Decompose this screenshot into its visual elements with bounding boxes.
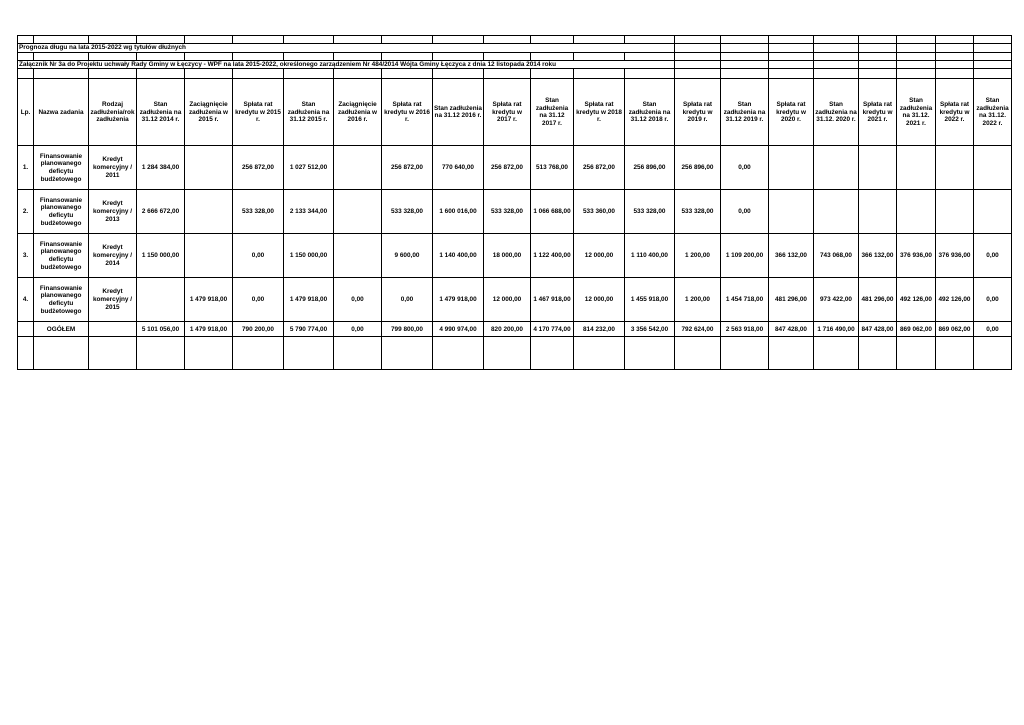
amount-cell: 533 360,00 [574, 190, 625, 234]
row-number: 4. [18, 278, 34, 322]
amount-cell [936, 146, 974, 190]
empty-cell [625, 69, 675, 79]
empty-cell [185, 36, 233, 44]
amount-cell: 492 126,00 [936, 278, 974, 322]
amount-cell [897, 146, 936, 190]
column-header: Stan zadłużenia na 31.12 2014 r. [137, 79, 185, 146]
debt-type: Kredyt komercyjny / 2011 [89, 146, 137, 190]
empty-cell [974, 69, 1012, 79]
empty-cell [769, 69, 814, 79]
empty-cell [721, 36, 769, 44]
amount-cell [814, 190, 859, 234]
amount-cell [974, 146, 1012, 190]
amount-cell [334, 146, 382, 190]
amount-cell [185, 146, 233, 190]
amount-cell: 533 328,00 [484, 190, 531, 234]
empty-cell [625, 36, 675, 44]
empty-cell [34, 36, 89, 44]
amount-cell: 533 328,00 [625, 190, 675, 234]
empty-cell [675, 52, 721, 60]
empty-cell [382, 52, 433, 60]
column-header: Stan zadłużenia na 31.12 2018 r. [625, 79, 675, 146]
amount-cell: 1 109 200,00 [721, 234, 769, 278]
amount-cell [897, 190, 936, 234]
empty-cell [334, 337, 382, 370]
empty-cell [974, 337, 1012, 370]
amount-cell [334, 190, 382, 234]
column-header: Stan zadłużenia na 31.12 2015 r. [284, 79, 334, 146]
total-cell: 1 479 918,00 [185, 322, 233, 337]
empty-cell [284, 36, 334, 44]
empty-cell [859, 337, 897, 370]
table-row [18, 190, 1012, 234]
empty-cell [574, 52, 625, 60]
empty-cell [18, 337, 34, 370]
column-header: Stan zadłużenia na 31.12. 2022 r. [974, 79, 1012, 146]
amount-cell: 2 666 672,00 [137, 190, 185, 234]
empty-cell [89, 36, 137, 44]
empty-cell [897, 60, 936, 69]
amount-cell: 743 068,00 [814, 234, 859, 278]
empty-cell [814, 69, 859, 79]
empty-cell [675, 337, 721, 370]
amount-cell [185, 234, 233, 278]
spacer-row [18, 337, 1012, 370]
amount-cell: 0,00 [233, 278, 284, 322]
amount-cell: 1 200,00 [675, 234, 721, 278]
debt-type: Kredyt komercyjny / 2015 [89, 278, 137, 322]
empty-cell [382, 36, 433, 44]
empty-cell [484, 337, 531, 370]
row-number: 3. [18, 234, 34, 278]
amount-cell: 18 000,00 [484, 234, 531, 278]
total-cell: 5 101 056,00 [137, 322, 185, 337]
empty-cell [137, 36, 185, 44]
amount-cell: 256 872,00 [382, 146, 433, 190]
amount-cell [814, 146, 859, 190]
empty-cell [284, 52, 334, 60]
total-cell: 799 800,00 [382, 322, 433, 337]
empty-cell [334, 36, 382, 44]
debt-forecast-table [17, 35, 1012, 370]
task-name: Finansowanie planowanego deficytu budżetowego [34, 278, 89, 322]
column-header: Stan zadłużenia na 31.12. 2020 r. [814, 79, 859, 146]
amount-cell: 1 479 918,00 [284, 278, 334, 322]
column-header: Spłata rat kredytu w 2018 r. [574, 79, 625, 146]
amount-cell: 1 284 384,00 [137, 146, 185, 190]
total-label: OGÓŁEM [34, 322, 89, 337]
amount-cell [334, 234, 382, 278]
amount-cell: 9 600,00 [382, 234, 433, 278]
empty-cell [18, 36, 34, 44]
empty-cell [936, 52, 974, 60]
empty-cell [769, 52, 814, 60]
amount-cell [185, 190, 233, 234]
column-header: Nazwa zadania [34, 79, 89, 146]
empty-cell [721, 337, 769, 370]
empty-cell [897, 44, 936, 53]
empty-cell [382, 69, 433, 79]
empty-cell [721, 60, 769, 69]
amount-cell: 1 600 016,00 [433, 190, 484, 234]
empty-cell [859, 44, 897, 53]
empty-cell [531, 52, 574, 60]
amount-cell [859, 146, 897, 190]
total-cell: 4 990 974,00 [433, 322, 484, 337]
spacer-row [18, 69, 1012, 79]
amount-cell: 376 936,00 [897, 234, 936, 278]
empty-cell [137, 52, 185, 60]
amount-cell: 533 328,00 [233, 190, 284, 234]
column-header: Stan zadłużenia na 31.12 2016 r. [433, 79, 484, 146]
amount-cell: 366 132,00 [859, 234, 897, 278]
empty-cell [721, 69, 769, 79]
table-row [18, 146, 1012, 190]
empty-cell [89, 69, 137, 79]
row-number: 1. [18, 146, 34, 190]
empty-cell [284, 337, 334, 370]
column-header: Lp. [18, 79, 34, 146]
empty-cell [137, 337, 185, 370]
amount-cell: 1 455 918,00 [625, 278, 675, 322]
empty-cell [769, 44, 814, 53]
empty-cell [936, 69, 974, 79]
empty-cell [675, 60, 721, 69]
amount-cell: 1 454 718,00 [721, 278, 769, 322]
total-cell: 792 624,00 [675, 322, 721, 337]
empty-cell [185, 69, 233, 79]
total-cell: 0,00 [334, 322, 382, 337]
empty-cell [897, 69, 936, 79]
amount-cell: 973 422,00 [814, 278, 859, 322]
empty-cell [936, 60, 974, 69]
empty-cell [531, 69, 574, 79]
empty-cell [233, 69, 284, 79]
amount-cell [859, 190, 897, 234]
empty-cell [859, 69, 897, 79]
spacer-row [18, 52, 1012, 60]
empty-cell [769, 60, 814, 69]
empty-cell [974, 36, 1012, 44]
amount-cell: 0,00 [382, 278, 433, 322]
total-cell: 847 428,00 [769, 322, 814, 337]
column-header: Stan zadłużenia na 31.12. 2021 r. [897, 79, 936, 146]
empty-cell [484, 52, 531, 60]
empty-cell [484, 69, 531, 79]
empty-cell [625, 337, 675, 370]
amount-cell: 1 110 400,00 [625, 234, 675, 278]
total-cell: 1 716 490,00 [814, 322, 859, 337]
sheet-title: Prognoza długu na lata 2015-2022 wg tytułów dłużnych [18, 44, 675, 53]
empty-cell [531, 337, 574, 370]
empty-cell [721, 44, 769, 53]
amount-cell: 12 000,00 [484, 278, 531, 322]
amount-cell: 1 467 918,00 [531, 278, 574, 322]
column-header: Spłata rat kredytu w 2020 r. [769, 79, 814, 146]
amount-cell: 256 872,00 [233, 146, 284, 190]
amount-cell: 366 132,00 [769, 234, 814, 278]
amount-cell: 376 936,00 [936, 234, 974, 278]
empty-cell [34, 337, 89, 370]
empty-cell [769, 36, 814, 44]
empty-cell [433, 337, 484, 370]
empty-cell [334, 52, 382, 60]
header-row [18, 79, 1012, 146]
empty-cell [433, 36, 484, 44]
amount-cell: 0,00 [721, 190, 769, 234]
empty-cell [89, 52, 137, 60]
empty-cell [334, 69, 382, 79]
empty-cell [897, 52, 936, 60]
empty-cell [531, 36, 574, 44]
empty-cell [574, 337, 625, 370]
empty-cell [34, 52, 89, 60]
empty-cell [233, 52, 284, 60]
column-header: Spłata rat kredytu w 2022 r. [936, 79, 974, 146]
empty-cell [89, 337, 137, 370]
amount-cell: 0,00 [974, 278, 1012, 322]
total-cell [89, 322, 137, 337]
table-row [18, 278, 1012, 322]
column-header: Spłata rat kredytu w 2017 r. [484, 79, 531, 146]
empty-cell [859, 60, 897, 69]
column-header: Stan zadłużenia na 31.12 2017 r. [531, 79, 574, 146]
amount-cell: 533 328,00 [675, 190, 721, 234]
empty-cell [974, 60, 1012, 69]
empty-cell [625, 52, 675, 60]
amount-cell: 533 328,00 [382, 190, 433, 234]
amount-cell [769, 190, 814, 234]
amount-cell: 1 122 400,00 [531, 234, 574, 278]
amount-cell [936, 190, 974, 234]
empty-cell [185, 52, 233, 60]
empty-cell [675, 44, 721, 53]
amount-cell: 492 126,00 [897, 278, 936, 322]
column-header: Zaciągnięcie zadłużenia w 2015 r. [185, 79, 233, 146]
total-cell [18, 322, 34, 337]
empty-cell [974, 44, 1012, 53]
empty-cell [574, 69, 625, 79]
amount-cell: 256 896,00 [675, 146, 721, 190]
empty-cell [936, 36, 974, 44]
amount-cell: 1 066 688,00 [531, 190, 574, 234]
column-header: Stan zadłużenia na 31.12 2019 r. [721, 79, 769, 146]
empty-cell [433, 69, 484, 79]
amount-cell: 1 200,00 [675, 278, 721, 322]
empty-cell [382, 337, 433, 370]
column-header: Spłata rat kredytu w 2021 r. [859, 79, 897, 146]
total-cell: 869 062,00 [936, 322, 974, 337]
amount-cell: 770 640,00 [433, 146, 484, 190]
total-row [18, 322, 1012, 337]
empty-cell [18, 69, 34, 79]
debt-type: Kredyt komercyjny / 2013 [89, 190, 137, 234]
amount-cell: 481 296,00 [859, 278, 897, 322]
empty-cell [814, 36, 859, 44]
total-cell: 790 200,00 [233, 322, 284, 337]
empty-cell [769, 337, 814, 370]
amount-cell [769, 146, 814, 190]
empty-cell [974, 52, 1012, 60]
empty-cell [574, 36, 625, 44]
total-cell: 847 428,00 [859, 322, 897, 337]
empty-cell [185, 337, 233, 370]
amount-cell: 1 479 918,00 [185, 278, 233, 322]
amount-cell: 12 000,00 [574, 234, 625, 278]
empty-cell [897, 337, 936, 370]
column-header: Rodzaj zadłużenia/rok zadłużenia [89, 79, 137, 146]
amount-cell: 1 150 000,00 [284, 234, 334, 278]
empty-cell [814, 52, 859, 60]
amount-cell: 513 768,00 [531, 146, 574, 190]
amount-cell [974, 190, 1012, 234]
task-name: Finansowanie planowanego deficytu budżetowego [34, 146, 89, 190]
empty-cell [233, 337, 284, 370]
spreadsheet [17, 35, 1012, 370]
total-cell: 2 563 918,00 [721, 322, 769, 337]
amount-cell: 481 296,00 [769, 278, 814, 322]
total-cell: 814 232,00 [574, 322, 625, 337]
amount-cell: 1 150 000,00 [137, 234, 185, 278]
column-header: Spłata rat kredytu w 2016 r. [382, 79, 433, 146]
sheet-subtitle: Załącznik Nr 3a do Projektu uchwały Rady Gminy w Łęczycy - WPF na lata 2015-2022, określonego zarządzeniem Nr 484/2014 Wójta Gminy Łęczyca z dnia 12 listopada 2014 roku [18, 60, 675, 69]
empty-cell [859, 36, 897, 44]
amount-cell: 256 872,00 [574, 146, 625, 190]
amount-cell: 0,00 [233, 234, 284, 278]
total-cell: 3 356 542,00 [625, 322, 675, 337]
column-header: Spłata rat kredytu w 2019 r. [675, 79, 721, 146]
amount-cell: 1 027 512,00 [284, 146, 334, 190]
task-name: Finansowanie planowanego deficytu budżetowego [34, 234, 89, 278]
empty-cell [137, 69, 185, 79]
empty-cell [233, 36, 284, 44]
total-cell: 4 170 774,00 [531, 322, 574, 337]
empty-cell [34, 69, 89, 79]
empty-cell [721, 52, 769, 60]
empty-cell [814, 60, 859, 69]
empty-cell [675, 36, 721, 44]
total-cell: 5 790 774,00 [284, 322, 334, 337]
empty-cell [433, 52, 484, 60]
spacer-row [18, 36, 1012, 44]
empty-cell [675, 69, 721, 79]
total-cell: 0,00 [974, 322, 1012, 337]
amount-cell: 1 479 918,00 [433, 278, 484, 322]
empty-cell [484, 36, 531, 44]
amount-cell: 1 140 400,00 [433, 234, 484, 278]
total-cell: 869 062,00 [897, 322, 936, 337]
amount-cell: 0,00 [721, 146, 769, 190]
total-cell: 820 200,00 [484, 322, 531, 337]
task-name: Finansowanie planowanego deficytu budżetowego [34, 190, 89, 234]
amount-cell: 12 000,00 [574, 278, 625, 322]
empty-cell [814, 337, 859, 370]
amount-cell: 2 133 344,00 [284, 190, 334, 234]
row-number: 2. [18, 190, 34, 234]
amount-cell [137, 278, 185, 322]
column-header: Zaciągnięcie zadłużenia w 2016 r. [334, 79, 382, 146]
amount-cell: 256 872,00 [484, 146, 531, 190]
amount-cell: 256 896,00 [625, 146, 675, 190]
amount-cell: 0,00 [334, 278, 382, 322]
subtitle-row [18, 60, 1012, 69]
column-header: Spłata rat kredytu w 2015 r. [233, 79, 284, 146]
empty-cell [859, 52, 897, 60]
empty-cell [814, 44, 859, 53]
empty-cell [897, 36, 936, 44]
empty-cell [284, 69, 334, 79]
debt-type: Kredyt komercyjny / 2014 [89, 234, 137, 278]
title-row [18, 44, 1012, 53]
empty-cell [18, 52, 34, 60]
table-row [18, 234, 1012, 278]
empty-cell [936, 44, 974, 53]
empty-cell [936, 337, 974, 370]
amount-cell: 0,00 [974, 234, 1012, 278]
